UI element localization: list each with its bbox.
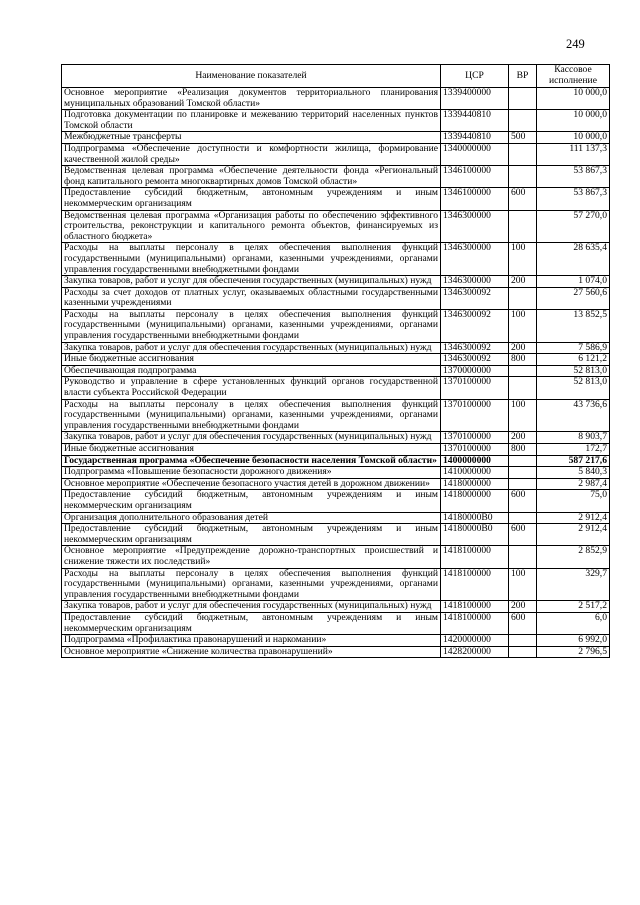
table-body bbox=[62, 88, 610, 658]
table-row bbox=[62, 546, 610, 568]
row-name-cell: Подготовка документации по планировке и межеванию территорий населенных пунктов Томской области bbox=[62, 110, 441, 132]
row-name-cell: Закупка товаров, работ и услуг для обеспечения государственных (муниципальных) нужд bbox=[62, 432, 441, 444]
table-row bbox=[62, 110, 610, 132]
row-vr-cell: 600 bbox=[509, 490, 537, 512]
row-amount-cell: 75,0 bbox=[537, 490, 610, 512]
row-name-cell: Предоставление субсидий бюджетным, автономным учреждениям и иным некоммерческим организациям bbox=[62, 524, 441, 546]
row-amount-cell: 2 987,4 bbox=[537, 478, 610, 490]
row-csr-cell: 1418100000 bbox=[441, 568, 509, 601]
table-row bbox=[62, 444, 610, 456]
row-amount-cell: 52 813,0 bbox=[537, 365, 610, 377]
table-row bbox=[62, 467, 610, 479]
row-vr-cell bbox=[509, 512, 537, 524]
row-amount-cell: 2 852,9 bbox=[537, 546, 610, 568]
row-vr-cell: 600 bbox=[509, 612, 537, 634]
row-vr-cell: 800 bbox=[509, 444, 537, 456]
row-csr-cell: 1346300092 bbox=[441, 309, 509, 342]
table-row bbox=[62, 143, 610, 165]
row-amount-cell: 53 867,3 bbox=[537, 166, 610, 188]
row-amount-cell: 111 137,3 bbox=[537, 143, 610, 165]
budget-execution-table bbox=[61, 64, 610, 658]
row-amount-cell: 6,0 bbox=[537, 612, 610, 634]
row-amount-cell: 27 560,6 bbox=[537, 287, 610, 309]
row-csr-cell: 1370100000 bbox=[441, 377, 509, 399]
table-row bbox=[62, 490, 610, 512]
row-amount-cell: 8 903,7 bbox=[537, 432, 610, 444]
row-vr-cell bbox=[509, 365, 537, 377]
row-amount-cell: 2 912,4 bbox=[537, 512, 610, 524]
row-vr-cell bbox=[509, 646, 537, 658]
row-csr-cell: 1346300092 bbox=[441, 354, 509, 366]
row-vr-cell bbox=[509, 88, 537, 110]
row-name-cell: Подпрограмма «Профилактика правонарушений и наркомании» bbox=[62, 635, 441, 647]
table-row bbox=[62, 132, 610, 144]
row-vr-cell: 500 bbox=[509, 132, 537, 144]
row-csr-cell: 1370100000 bbox=[441, 399, 509, 432]
row-csr-cell: 1418000000 bbox=[441, 490, 509, 512]
row-amount-cell: 43 736,6 bbox=[537, 399, 610, 432]
row-vr-cell bbox=[509, 166, 537, 188]
row-amount-cell: 7 586,9 bbox=[537, 342, 610, 354]
row-csr-cell: 1346300000 bbox=[441, 210, 509, 243]
table-row bbox=[62, 432, 610, 444]
table-row bbox=[62, 88, 610, 110]
row-name-cell: Подпрограмма «Повышение безопасности дорожного движения» bbox=[62, 467, 441, 479]
row-csr-cell: 1340000000 bbox=[441, 143, 509, 165]
row-name-cell: Межбюджетные трансферты bbox=[62, 132, 441, 144]
table-row bbox=[62, 646, 610, 658]
row-amount-cell: 172,7 bbox=[537, 444, 610, 456]
row-csr-cell: 1346300000 bbox=[441, 276, 509, 288]
row-name-cell: Основное мероприятие «Предупреждение дорожно-транспортных происшествий и снижение тяжести их последствий» bbox=[62, 546, 441, 568]
table-row bbox=[62, 455, 610, 467]
row-name-cell: Закупка товаров, работ и услуг для обеспечения государственных (муниципальных) нужд bbox=[62, 601, 441, 613]
table-header-row bbox=[62, 65, 610, 88]
row-vr-cell bbox=[509, 478, 537, 490]
row-csr-cell: 1418100000 bbox=[441, 546, 509, 568]
table-row bbox=[62, 601, 610, 613]
table-row bbox=[62, 354, 610, 366]
row-amount-cell: 10 000,0 bbox=[537, 110, 610, 132]
row-vr-cell bbox=[509, 287, 537, 309]
row-vr-cell: 100 bbox=[509, 568, 537, 601]
header-amount: Кассовое исполнение bbox=[537, 65, 610, 88]
table-row bbox=[62, 612, 610, 634]
row-amount-cell: 587 217,6 bbox=[537, 455, 610, 467]
row-amount-cell: 5 840,3 bbox=[537, 467, 610, 479]
row-vr-cell: 200 bbox=[509, 432, 537, 444]
row-name-cell: Основное мероприятие «Снижение количества правонарушений» bbox=[62, 646, 441, 658]
row-csr-cell: 1370100000 bbox=[441, 444, 509, 456]
header-vr: ВР bbox=[509, 65, 537, 88]
row-amount-cell: 6 121,2 bbox=[537, 354, 610, 366]
row-vr-cell: 100 bbox=[509, 309, 537, 342]
row-amount-cell: 2 912,4 bbox=[537, 524, 610, 546]
table-row bbox=[62, 210, 610, 243]
row-name-cell: Основное мероприятие «Реализация документов территориального планирования муниципальных образований Томской области» bbox=[62, 88, 441, 110]
row-amount-cell: 6 992,0 bbox=[537, 635, 610, 647]
row-name-cell: Расходы на выплаты персоналу в целях обеспечения выполнения функций государственными (муниципальными) органами, казенными учреждениями, органами управления государственными внебюджетными фондами bbox=[62, 568, 441, 601]
row-csr-cell: 14180000В0 bbox=[441, 512, 509, 524]
row-csr-cell: 1420000000 bbox=[441, 635, 509, 647]
row-csr-cell: 1370100000 bbox=[441, 432, 509, 444]
row-name-cell: Ведомственная целевая программа «Организация работы по обеспечению эффективного строительства, реконструкции и капитального ремонта объектов, финансируемых из областного бюджета» bbox=[62, 210, 441, 243]
row-name-cell: Организация дополнительного образования детей bbox=[62, 512, 441, 524]
row-vr-cell bbox=[509, 143, 537, 165]
row-name-cell: Подпрограмма «Обеспечение доступности и комфортности жилища, формирование качественной жилой среды» bbox=[62, 143, 441, 165]
row-vr-cell bbox=[509, 210, 537, 243]
table-row bbox=[62, 287, 610, 309]
row-csr-cell: 1418100000 bbox=[441, 601, 509, 613]
row-name-cell: Расходы на выплаты персоналу в целях обеспечения выполнения функций государственными (муниципальными) органами, казенными учреждениями, органами управления государственными внебюджетными фондами bbox=[62, 309, 441, 342]
row-csr-cell: 1370000000 bbox=[441, 365, 509, 377]
row-vr-cell bbox=[509, 377, 537, 399]
row-vr-cell: 200 bbox=[509, 342, 537, 354]
row-csr-cell: 1418000000 bbox=[441, 478, 509, 490]
row-name-cell: Основное мероприятие «Обеспечение безопасного участия детей в дорожном движении» bbox=[62, 478, 441, 490]
row-vr-cell: 600 bbox=[509, 188, 537, 210]
row-amount-cell: 10 000,0 bbox=[537, 132, 610, 144]
row-csr-cell: 14180000В0 bbox=[441, 524, 509, 546]
row-name-cell: Обеспечивающая подпрограмма bbox=[62, 365, 441, 377]
row-vr-cell: 600 bbox=[509, 524, 537, 546]
row-csr-cell: 1418100000 bbox=[441, 612, 509, 634]
row-vr-cell bbox=[509, 467, 537, 479]
row-name-cell: Закупка товаров, работ и услуг для обеспечения государственных (муниципальных) нужд bbox=[62, 342, 441, 354]
row-vr-cell bbox=[509, 110, 537, 132]
row-amount-cell: 1 074,0 bbox=[537, 276, 610, 288]
row-vr-cell: 800 bbox=[509, 354, 537, 366]
table-row bbox=[62, 188, 610, 210]
row-name-cell: Расходы за счет доходов от платных услуг, оказываемых областными государственными казенными учреждениями bbox=[62, 287, 441, 309]
header-name: Наименование показателей bbox=[62, 65, 441, 88]
row-name-cell: Расходы на выплаты персоналу в целях обеспечения выполнения функций государственными (муниципальными) органами, казенными учреждениями, органами управления государственными внебюджетными фондами bbox=[62, 243, 441, 276]
row-name-cell: Руководство и управление в сфере установленных функций органов государственной власти субъекта Российской Федерации bbox=[62, 377, 441, 399]
row-csr-cell: 1339400000 bbox=[441, 88, 509, 110]
row-amount-cell: 10 000,0 bbox=[537, 88, 610, 110]
row-name-cell: Предоставление субсидий бюджетным, автономным учреждениям и иным некоммерческим организациям bbox=[62, 188, 441, 210]
table-row bbox=[62, 276, 610, 288]
row-csr-cell: 1346300000 bbox=[441, 243, 509, 276]
row-csr-cell: 1346300092 bbox=[441, 287, 509, 309]
row-name-cell: Ведомственная целевая программа «Обеспечение деятельности фонда «Региональный фонд капитального ремонта многоквартирных домов Томской области» bbox=[62, 166, 441, 188]
row-name-cell: Закупка товаров, работ и услуг для обеспечения государственных (муниципальных) нужд bbox=[62, 276, 441, 288]
row-vr-cell: 100 bbox=[509, 243, 537, 276]
table-row bbox=[62, 377, 610, 399]
row-name-cell: Предоставление субсидий бюджетным, автономным учреждениям и иным некоммерческим организациям bbox=[62, 490, 441, 512]
row-csr-cell: 1346100000 bbox=[441, 166, 509, 188]
header-csr: ЦСР bbox=[441, 65, 509, 88]
row-vr-cell: 200 bbox=[509, 601, 537, 613]
table-row bbox=[62, 512, 610, 524]
table-row bbox=[62, 568, 610, 601]
table-row bbox=[62, 342, 610, 354]
table-row bbox=[62, 243, 610, 276]
row-vr-cell bbox=[509, 635, 537, 647]
row-amount-cell: 13 852,5 bbox=[537, 309, 610, 342]
table-row bbox=[62, 478, 610, 490]
row-csr-cell: 1339440810 bbox=[441, 132, 509, 144]
row-name-cell: Иные бюджетные ассигнования bbox=[62, 354, 441, 366]
page-number: 249 bbox=[566, 37, 585, 51]
row-amount-cell: 57 270,0 bbox=[537, 210, 610, 243]
table-row bbox=[62, 309, 610, 342]
row-csr-cell: 1410000000 bbox=[441, 467, 509, 479]
row-csr-cell: 1339440810 bbox=[441, 110, 509, 132]
row-amount-cell: 52 813,0 bbox=[537, 377, 610, 399]
row-csr-cell: 1346100000 bbox=[441, 188, 509, 210]
row-vr-cell: 100 bbox=[509, 399, 537, 432]
row-vr-cell bbox=[509, 455, 537, 467]
row-vr-cell bbox=[509, 546, 537, 568]
row-csr-cell: 1400000000 bbox=[441, 455, 509, 467]
row-name-cell: Иные бюджетные ассигнования bbox=[62, 444, 441, 456]
row-name-cell: Расходы на выплаты персоналу в целях обеспечения выполнения функций государственными (муниципальными) органами, казенными учреждениями, органами управления государственными внебюджетными фондами bbox=[62, 399, 441, 432]
row-amount-cell: 53 867,3 bbox=[537, 188, 610, 210]
row-amount-cell: 2 517,2 bbox=[537, 601, 610, 613]
table-row bbox=[62, 365, 610, 377]
table-row bbox=[62, 635, 610, 647]
row-csr-cell: 1346300092 bbox=[441, 342, 509, 354]
row-amount-cell: 329,7 bbox=[537, 568, 610, 601]
table-row bbox=[62, 524, 610, 546]
table-row bbox=[62, 166, 610, 188]
row-amount-cell: 28 635,4 bbox=[537, 243, 610, 276]
row-csr-cell: 1428200000 bbox=[441, 646, 509, 658]
row-name-cell: Государственная программа «Обеспечение безопасности населения Томской области» bbox=[62, 455, 441, 467]
table-row bbox=[62, 399, 610, 432]
row-amount-cell: 2 796,5 bbox=[537, 646, 610, 658]
row-vr-cell: 200 bbox=[509, 276, 537, 288]
row-name-cell: Предоставление субсидий бюджетным, автономным учреждениям и иным некоммерческим организациям bbox=[62, 612, 441, 634]
